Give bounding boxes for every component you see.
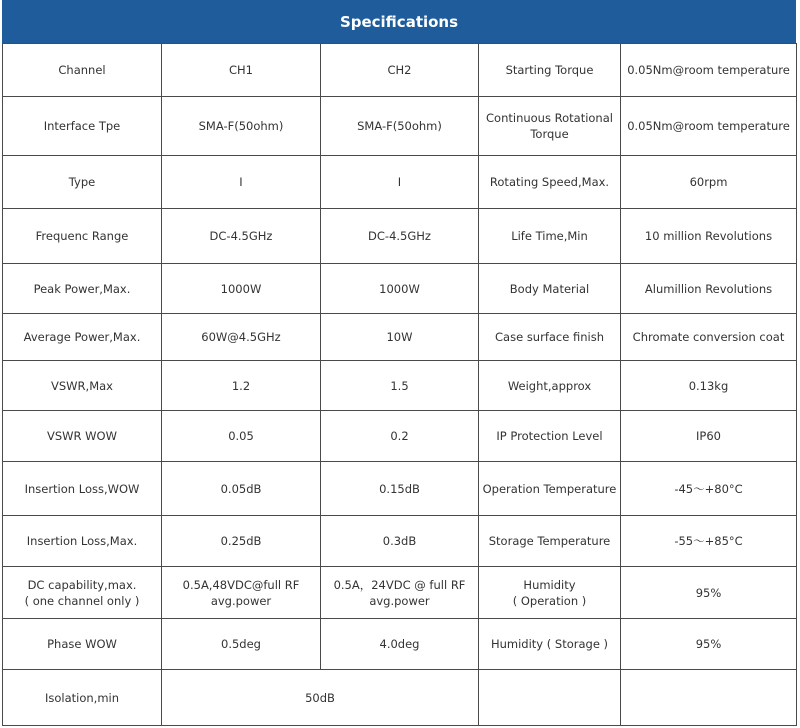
ch2-value: 0.2 <box>321 411 479 462</box>
param-label: Average Power,Max. <box>3 314 162 361</box>
table-row <box>3 462 797 516</box>
ch1-value: 0.25dB <box>162 516 321 567</box>
property-label: Life Time,Min <box>479 209 621 264</box>
property-label: Starting Torque <box>479 44 621 97</box>
property-label: Weight,approx <box>479 361 621 411</box>
property-label: Rotating Speed,Max. <box>479 156 621 209</box>
param-label: Interface Tpe <box>3 97 162 156</box>
param-label: Phase WOW <box>3 619 162 670</box>
ch2-value: 1000W <box>321 264 479 314</box>
ch1-value: 0.5deg <box>162 619 321 670</box>
table-row <box>3 516 797 567</box>
param-label: Channel <box>3 44 162 97</box>
ch2-value: 4.0deg <box>321 619 479 670</box>
table-row <box>3 97 797 156</box>
ch2-value: I <box>321 156 479 209</box>
ch1-value: I <box>162 156 321 209</box>
property-value: 0.05Nm@room temperature <box>621 44 797 97</box>
ch2-value: DC-4.5GHz <box>321 209 479 264</box>
property-label: Storage Temperature <box>479 516 621 567</box>
property-label: Humidity ( Operation ) <box>479 567 621 619</box>
ch2-value: 0.15dB <box>321 462 479 516</box>
param-label: Insertion Loss,WOW <box>3 462 162 516</box>
table-row <box>3 411 797 462</box>
property-value: Chromate conversion coat <box>621 314 797 361</box>
ch1-value: 0.5A,48VDC@full RF avg.power <box>162 567 321 619</box>
property-label: Case surface finish <box>479 314 621 361</box>
ch2-value: SMA-F(50ohm) <box>321 97 479 156</box>
ch1-value: DC-4.5GHz <box>162 209 321 264</box>
property-value: 0.13kg <box>621 361 797 411</box>
empty-cell <box>479 670 621 726</box>
property-value: Alumillion Revolutions <box>621 264 797 314</box>
table-row <box>3 361 797 411</box>
param-label: Peak Power,Max. <box>3 264 162 314</box>
table-row <box>3 156 797 209</box>
ch1-value: 0.05dB <box>162 462 321 516</box>
param-label: Type <box>3 156 162 209</box>
ch2-value: CH2 <box>321 44 479 97</box>
isolation-value: 50dB <box>162 670 479 726</box>
table-row <box>3 209 797 264</box>
property-label: Humidity ( Storage ) <box>479 619 621 670</box>
property-label: Continuous Rotational Torque <box>479 97 621 156</box>
ch1-value: 1000W <box>162 264 321 314</box>
param-label: VSWR,Max <box>3 361 162 411</box>
property-value: 60rpm <box>621 156 797 209</box>
property-label: IP Protection Level <box>479 411 621 462</box>
table-row <box>3 44 797 97</box>
empty-cell <box>621 670 797 726</box>
property-value: -45～+80°C <box>621 462 797 516</box>
property-value: 95% <box>621 619 797 670</box>
ch1-value: 1.2 <box>162 361 321 411</box>
property-value: 10 million Revolutions <box>621 209 797 264</box>
property-value: -55～+85°C <box>621 516 797 567</box>
table-row <box>3 567 797 619</box>
ch2-value: 10W <box>321 314 479 361</box>
property-label: Operation Temperature <box>479 462 621 516</box>
specifications-table <box>2 43 797 726</box>
table-title: Specifications <box>2 0 796 44</box>
table-row <box>3 264 797 314</box>
property-value: 95% <box>621 567 797 619</box>
ch1-value: 0.05 <box>162 411 321 462</box>
param-label: Insertion Loss,Max. <box>3 516 162 567</box>
ch1-value: 60W@4.5GHz <box>162 314 321 361</box>
param-label: VSWR WOW <box>3 411 162 462</box>
ch2-value: 0.3dB <box>321 516 479 567</box>
property-value: IP60 <box>621 411 797 462</box>
param-label: DC capability,max. ( one channel only ) <box>3 567 162 619</box>
ch1-value: SMA-F(50ohm) <box>162 97 321 156</box>
param-label: Isolation,min <box>3 670 162 726</box>
table-row <box>3 670 797 726</box>
param-label: Frequenc Range <box>3 209 162 264</box>
property-label: Body Material <box>479 264 621 314</box>
table-row <box>3 619 797 670</box>
ch1-value: CH1 <box>162 44 321 97</box>
ch2-value: 0.5A，24VDC @ full RF avg.power <box>321 567 479 619</box>
property-value: 0.05Nm@room temperature <box>621 97 797 156</box>
ch2-value: 1.5 <box>321 361 479 411</box>
table-row <box>3 314 797 361</box>
